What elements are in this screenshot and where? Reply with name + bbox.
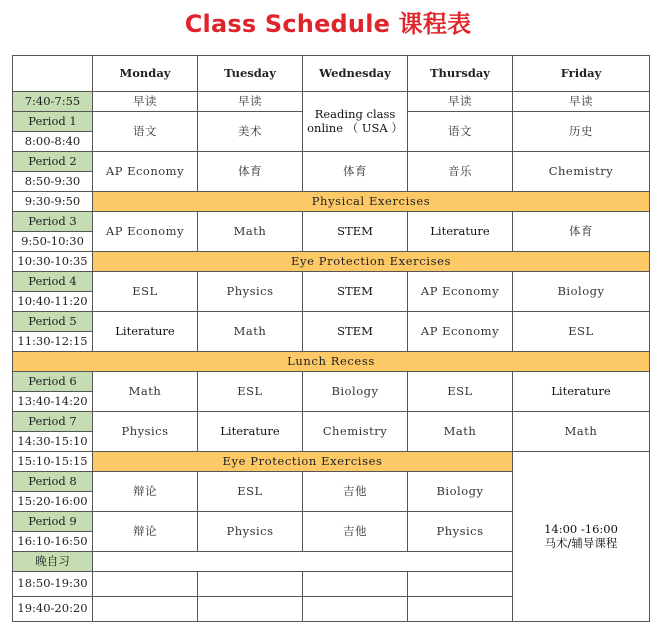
break-time: 9:30-9:50 <box>13 192 93 212</box>
cell-morning-thursday: 早读 <box>408 92 513 112</box>
cell-p9-tuesday: Physics <box>198 512 303 552</box>
cell-p7-wednesday: Chemistry <box>303 412 408 452</box>
cell-p2-tuesday: 体育 <box>198 152 303 192</box>
evening-time: 18:50-19:30 <box>13 572 93 597</box>
period-label: Period 9 <box>13 512 93 532</box>
table-row <box>13 192 650 212</box>
table-row <box>13 92 650 112</box>
table-row <box>13 212 650 232</box>
cell-p9-monday: 辩论 <box>93 512 198 552</box>
period-time: 14:30-15:10 <box>13 432 93 452</box>
cell-p7-friday: Math <box>513 412 650 452</box>
cell-p3-friday: 体育 <box>513 212 650 252</box>
empty-cell <box>198 572 303 597</box>
cell-p6-tuesday: ESL <box>198 372 303 412</box>
table-row <box>13 272 650 292</box>
empty-cell <box>408 572 513 597</box>
cell-p5-monday: Literature <box>93 312 198 352</box>
cell-morning-friday: 早读 <box>513 92 650 112</box>
period-label: Period 6 <box>13 372 93 392</box>
schedule-table <box>12 55 650 622</box>
day-header-wednesday: Wednesday <box>303 56 408 92</box>
empty-cell <box>93 597 198 622</box>
break-time: 15:10-15:15 <box>13 452 93 472</box>
cell-p9-wednesday: 吉他 <box>303 512 408 552</box>
friday-afternoon-time: 14:00 -16:00 <box>544 522 618 537</box>
empty-cell <box>303 597 408 622</box>
cell-p4-thursday: AP Economy <box>408 272 513 312</box>
break-physical-exercises: Physical Exercises <box>93 192 650 212</box>
empty-cell <box>303 572 408 597</box>
period-label: Period 1 <box>13 112 93 132</box>
reading-class-line1: Reading class <box>314 107 396 122</box>
evening-study-label: 晚自习 <box>13 552 93 572</box>
cell-p1-tuesday: 美术 <box>198 112 303 152</box>
header-row <box>13 56 650 92</box>
cell-p4-monday: ESL <box>93 272 198 312</box>
cell-p5-wednesday: STEM <box>303 312 408 352</box>
cell-p9-thursday: Physics <box>408 512 513 552</box>
period-time: 10:40-11:20 <box>13 292 93 312</box>
cell-p4-friday: Biology <box>513 272 650 312</box>
friday-afternoon-activity: 马术/辅导课程 <box>544 535 618 550</box>
period-label: Period 3 <box>13 212 93 232</box>
empty-cell <box>93 572 198 597</box>
period-time: 16:10-16:50 <box>13 532 93 552</box>
cell-p2-thursday: 音乐 <box>408 152 513 192</box>
cell-p3-tuesday: Math <box>198 212 303 252</box>
evening-blank <box>93 552 513 572</box>
cell-p6-monday: Math <box>93 372 198 412</box>
cell-friday-afternoon <box>513 452 650 622</box>
table-row <box>13 412 650 432</box>
period-label: Period 8 <box>13 472 93 492</box>
cell-p3-thursday: Literature <box>408 212 513 252</box>
table-row <box>13 372 650 392</box>
period-time: 8:50-9:30 <box>13 172 93 192</box>
page-title: Class Schedule 课程表 <box>184 10 472 38</box>
cell-p8-tuesday: ESL <box>198 472 303 512</box>
corner-cell <box>13 56 93 92</box>
period-time: 11:30-12:15 <box>13 332 93 352</box>
period-label: Period 5 <box>13 312 93 332</box>
period-time: 9:50-10:30 <box>13 232 93 252</box>
empty-cell <box>408 597 513 622</box>
day-header-thursday: Thursday <box>408 56 513 92</box>
day-header-tuesday: Tuesday <box>198 56 303 92</box>
cell-p2-wednesday: 体育 <box>303 152 408 192</box>
cell-p1-friday: 历史 <box>513 112 650 152</box>
period-label: Period 4 <box>13 272 93 292</box>
period-time: 8:00-8:40 <box>13 132 93 152</box>
cell-p5-friday: ESL <box>513 312 650 352</box>
cell-p5-tuesday: Math <box>198 312 303 352</box>
cell-p3-monday: AP Economy <box>93 212 198 252</box>
cell-p2-monday: AP Economy <box>93 152 198 192</box>
break-eye-protection: Eye Protection Exercises <box>93 252 650 272</box>
cell-p3-wednesday: STEM <box>303 212 408 252</box>
cell-morning-monday: 早读 <box>93 92 198 112</box>
cell-p7-monday: Physics <box>93 412 198 452</box>
reading-class-line2: online （ USA ） <box>307 120 403 135</box>
cell-p8-thursday: Biology <box>408 472 513 512</box>
cell-p8-monday: 辩论 <box>93 472 198 512</box>
cell-p1-thursday: 语文 <box>408 112 513 152</box>
cell-reading-class-wednesday <box>303 92 408 152</box>
cell-p5-thursday: AP Economy <box>408 312 513 352</box>
cell-p6-thursday: ESL <box>408 372 513 412</box>
period-time: 13:40-14:20 <box>13 392 93 412</box>
empty-cell <box>198 597 303 622</box>
period-label: Period 2 <box>13 152 93 172</box>
break-time: 10:30-10:35 <box>13 252 93 272</box>
cell-p1-monday: 语文 <box>93 112 198 152</box>
cell-p2-friday: Chemistry <box>513 152 650 192</box>
time-morning: 7:40-7:55 <box>13 92 93 112</box>
table-row <box>13 152 650 172</box>
period-time: 15:20-16:00 <box>13 492 93 512</box>
cell-p8-wednesday: 吉他 <box>303 472 408 512</box>
table-row <box>13 452 650 472</box>
table-row <box>13 252 650 272</box>
day-header-friday: Friday <box>513 56 650 92</box>
period-label: Period 7 <box>13 412 93 432</box>
table-row <box>13 352 650 372</box>
cell-p6-friday: Literature <box>513 372 650 412</box>
cell-p6-wednesday: Biology <box>303 372 408 412</box>
cell-p7-thursday: Math <box>408 412 513 452</box>
table-row <box>13 312 650 332</box>
cell-p4-tuesday: Physics <box>198 272 303 312</box>
break-lunch-recess: Lunch Recess <box>13 352 650 372</box>
cell-morning-tuesday: 早读 <box>198 92 303 112</box>
evening-time: 19:40-20:20 <box>13 597 93 622</box>
break-eye-protection-afternoon: Eye Protection Exercises <box>93 452 513 472</box>
day-header-monday: Monday <box>93 56 198 92</box>
cell-p4-wednesday: STEM <box>303 272 408 312</box>
cell-p7-tuesday: Literature <box>198 412 303 452</box>
